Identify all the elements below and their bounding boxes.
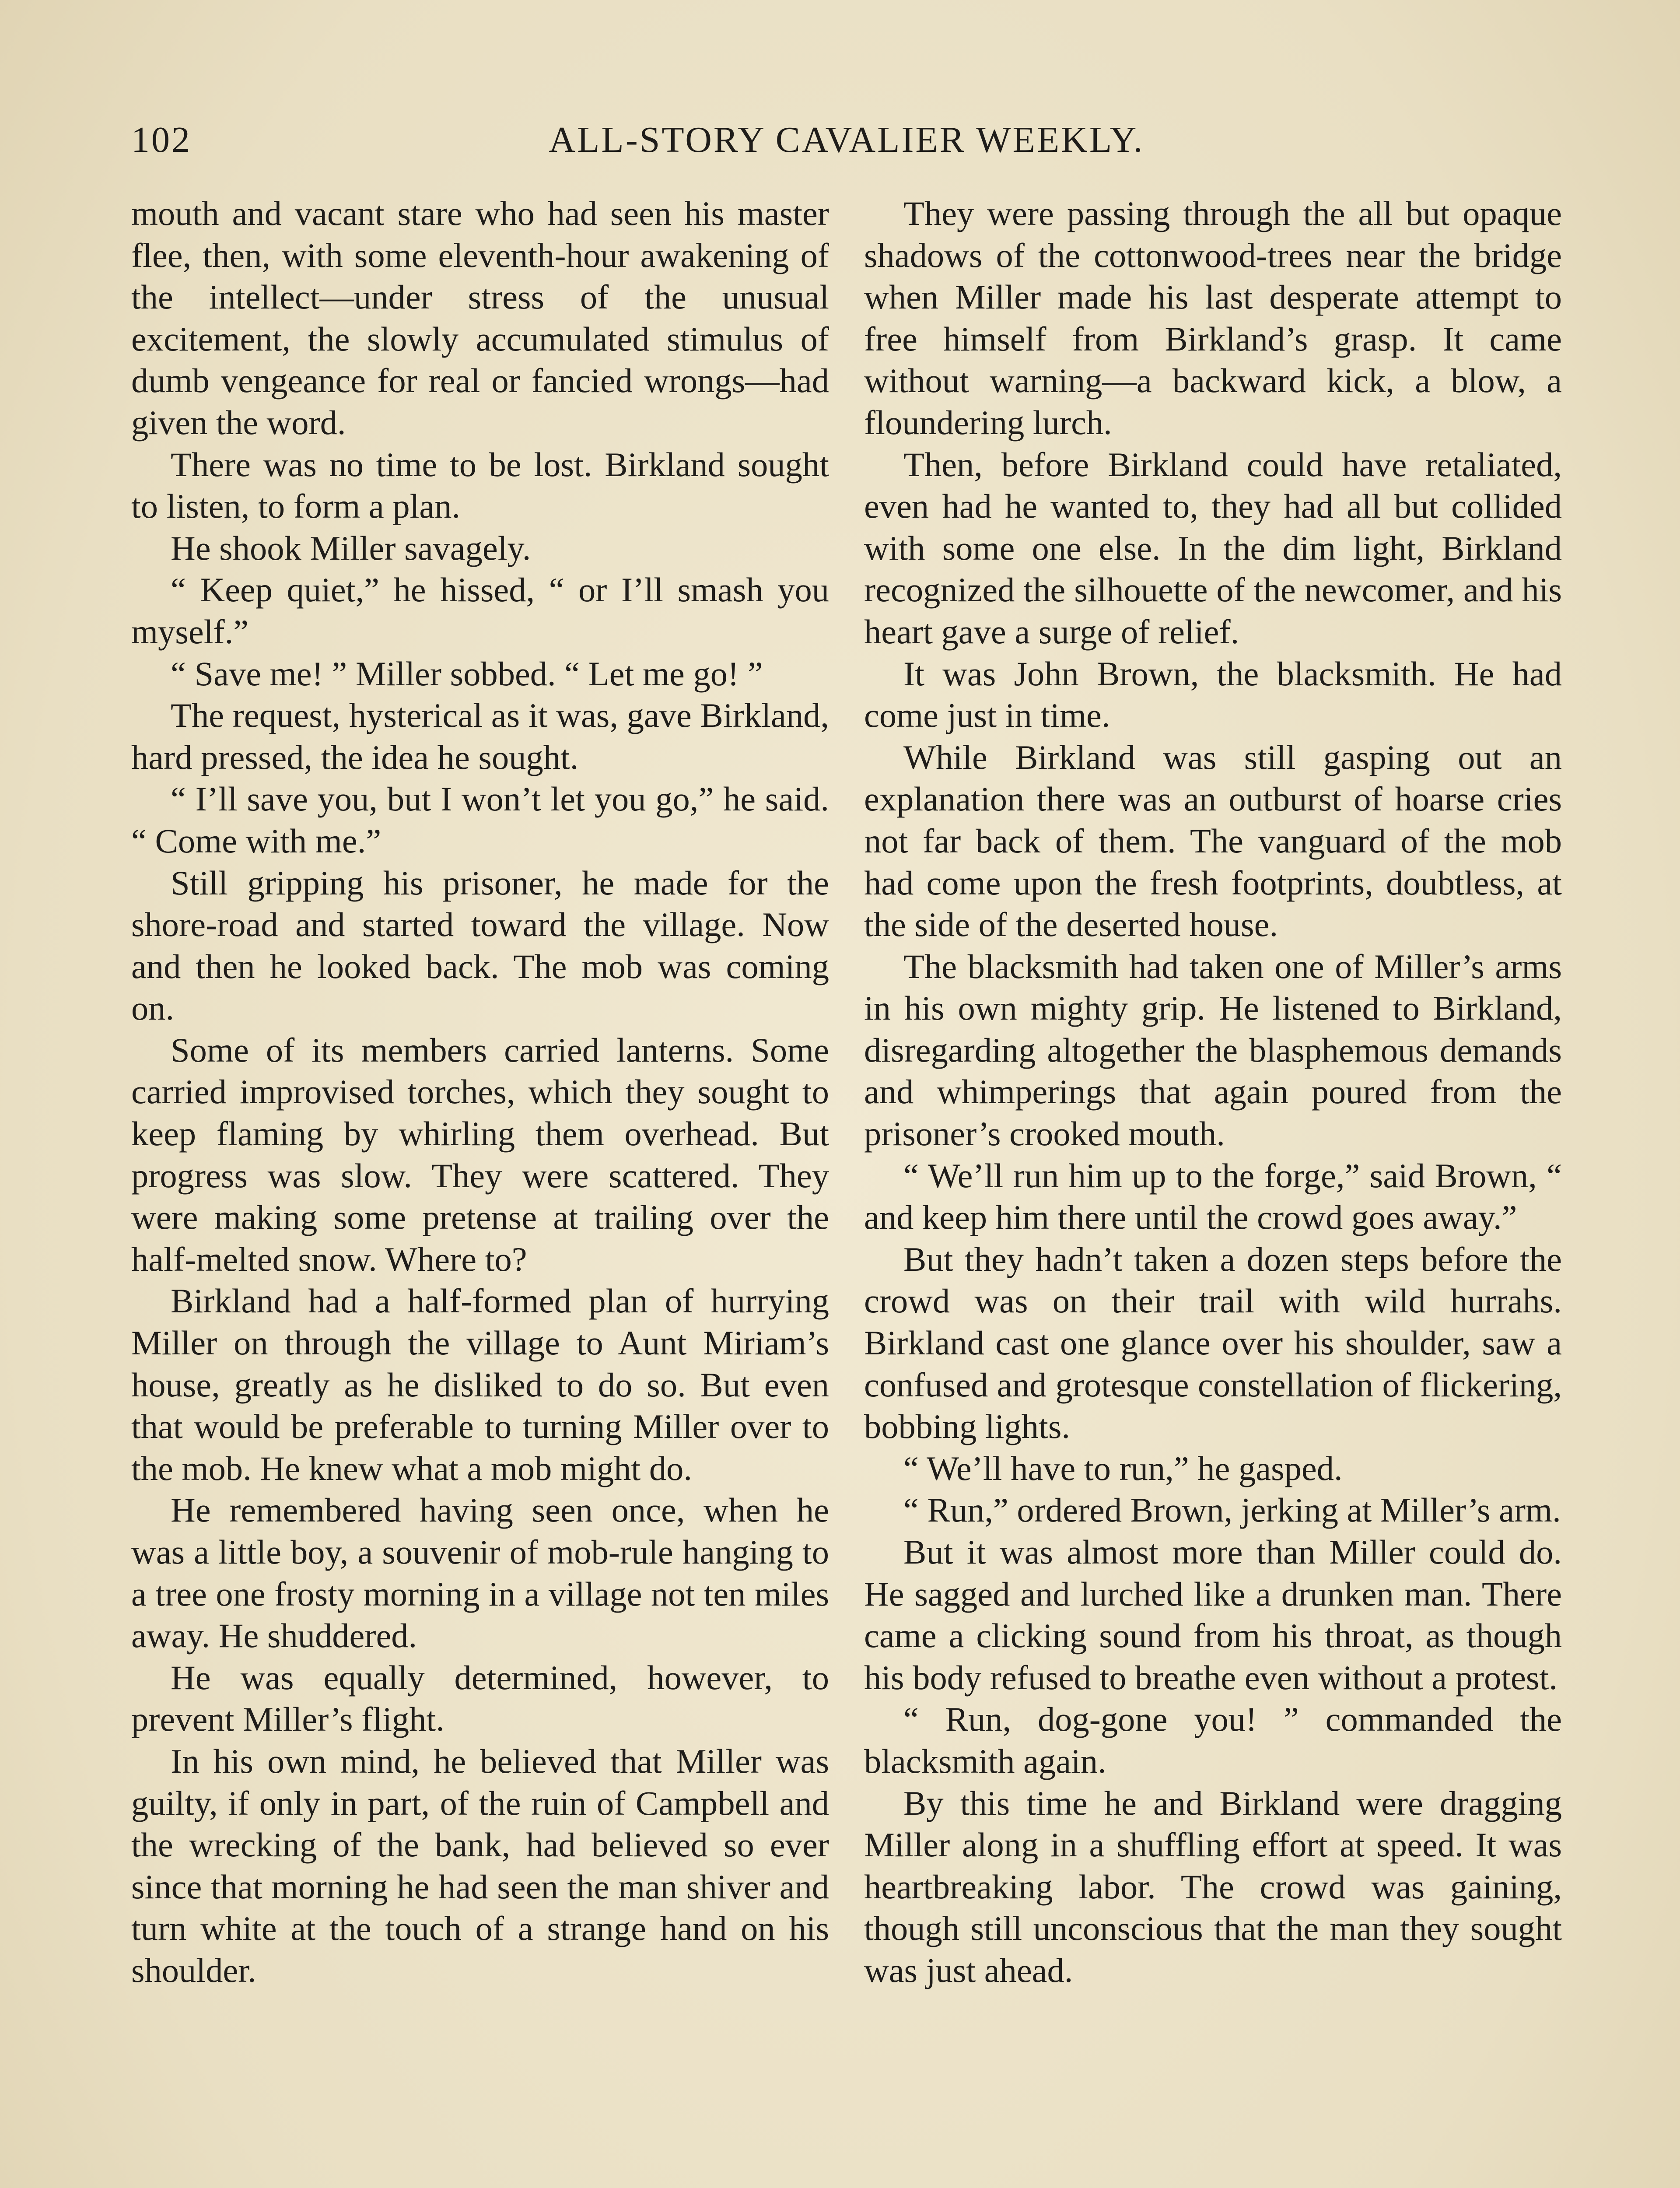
paragraph: “ Keep quiet,” he hissed, “ or I’ll smash you myself.” xyxy=(131,571,829,651)
paragraph: But they hadn’t taken a dozen steps before the crowd was on their trail with wild hurrahs. Birkland cast one glance over his shoulder, saw a confused and grotesque constellation of flickering, bobbing lights. xyxy=(864,1240,1562,1446)
paragraph: “ We’ll have to run,” he gasped. xyxy=(903,1449,1343,1487)
paragraph: While Birkland was still gasping out an explanation there was an outburst of hoarse cries not far back of them. The vanguard of the mob had come upon the fresh footprints, doubtless, at the side of the deserted house. xyxy=(864,738,1562,944)
paragraph: But it was almost more than Miller could do. He sagged and lurched like a drunken man. There came a clicking sound from his throat, as though his body refused to breathe even without a protest. xyxy=(864,1533,1562,1697)
paragraph: Some of its members carried lanterns. Some carried improvised torches, which they sought to keep flaming by whirling them overhead. But progress was slow. They were scattered. They were making some pretense at trailing over the half-melted snow. Where to? xyxy=(131,1031,829,1278)
paragraph: “ Run, dog-gone you! ” commanded the blacksmith again. xyxy=(864,1700,1562,1780)
paragraph: “ I’ll save you, but I won’t let you go,” he said. “ Come with me.” xyxy=(131,780,829,860)
paragraph: “ Save me! ” Miller sobbed. “ Let me go! ” xyxy=(171,654,763,693)
page-header xyxy=(131,112,1562,168)
paragraph: The blacksmith had taken one of Miller’s arms in his own mighty grip. He listened to Birkland, disregarding altogether the blasphemous demands and whimperings that again poured from the prisoner’s crooked mouth. xyxy=(864,947,1562,1153)
paragraph: mouth and vacant stare who had seen his master flee, then, with some eleventh-hour awakening of the intellect—under stress of the unusual excitement, the slowly accumulated stimulus of dumb vengeance for real or fancied wrongs—had given the word. xyxy=(131,194,829,442)
paragraph: The request, hysterical as it was, gave Birkland, hard pressed, the idea he sought. xyxy=(131,696,829,776)
paragraph: Still gripping his prisoner, he made for the shore-road and started toward the village. Now and then he looked back. The mob was coming on. xyxy=(131,863,829,1027)
right-text-column xyxy=(864,193,1562,1992)
paragraph: By this time he and Birkland were dragging Miller along in a shuffling effort at speed. It was heartbreaking labor. The crowd was gaining, though still unconscious that the man they sought was just ahead. xyxy=(864,1784,1562,1989)
page-number: 102 xyxy=(131,119,192,160)
paragraph: He shook Miller savagely. xyxy=(171,529,531,567)
paragraph: He was equally determined, however, to prevent Miller’s flight. xyxy=(131,1658,829,1739)
left-text-column xyxy=(131,193,829,1992)
paragraph: Then, before Birkland could have retaliated, even had he wanted to, they had all but collided with some one else. In the dim light, Birkland recognized the silhouette of the newcomer, and his heart gave a surge of relief. xyxy=(864,445,1562,651)
paragraph: They were passing through the all but opaque shadows of the cottonwood-trees near the bridge when Miller made his last desperate attempt to free himself from Birkland’s grasp. It came without warning—a backward kick, a blow, a floundering lurch. xyxy=(864,194,1562,442)
paragraph: “ Run,” ordered Brown, jerking at Miller’s arm. xyxy=(903,1491,1561,1529)
paragraph: It was John Brown, the blacksmith. He had come just in time. xyxy=(864,654,1562,735)
paragraph: He remembered having seen once, when he was a little boy, a souvenir of mob-rule hanging to a tree one frosty morning in a village not ten miles away. He shuddered. xyxy=(131,1491,829,1655)
paragraph: Birkland had a half-formed plan of hurrying Miller on through the village to Aunt Miriam’s house, greatly as he disliked to do so. But even that would be preferable to turning Miller over to the mob. He knew what a mob might do. xyxy=(131,1282,829,1487)
paragraph: In his own mind, he believed that Miller was guilty, if only in part, of the ruin of Campbell and the wrecking of the bank, had believed so ever since that morning he had seen the man shiver and turn white at the touch of a strange hand on his shoulder. xyxy=(131,1742,829,1989)
running-title: ALL-STORY CAVALIER WEEKLY. xyxy=(549,119,1144,160)
paragraph: “ We’ll run him up to the forge,” said Brown, “ and keep him there until the crowd goes away.” xyxy=(864,1156,1562,1237)
paragraph: There was no time to be lost. Birkland sought to listen, to form a plan. xyxy=(131,445,829,526)
